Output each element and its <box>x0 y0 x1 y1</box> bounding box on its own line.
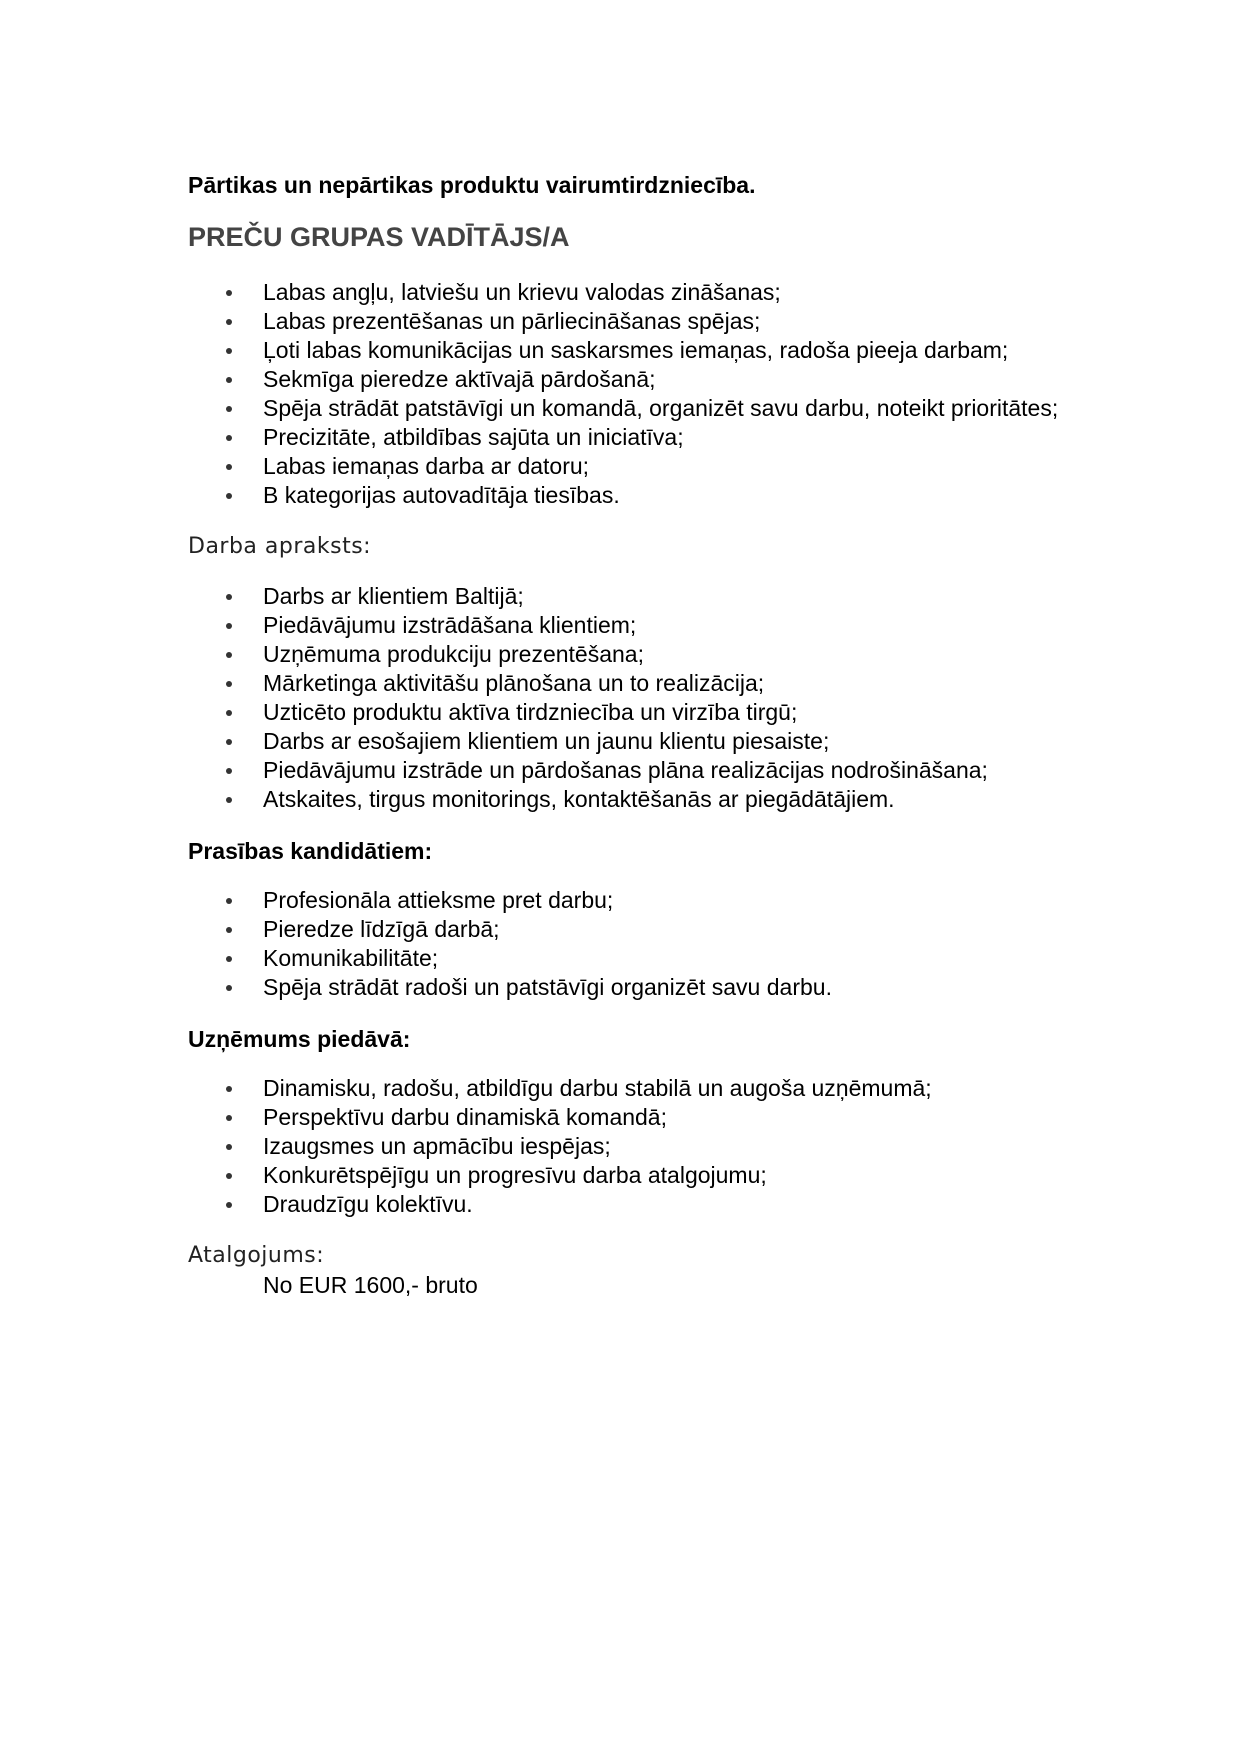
list-item: Darbs ar klientiem Baltijā; <box>188 582 1088 611</box>
list-item: Atskaites, tirgus monitorings, kontaktēšanās ar piegādātājiem. <box>188 785 1088 814</box>
intro-requirements-list <box>188 278 1088 510</box>
description-list <box>188 582 1088 814</box>
list-item: Dinamisku, radošu, atbildīgu darbu stabilā un augoša uzņēmumā; <box>188 1074 1088 1103</box>
description-label: Darba apraksts: <box>188 534 372 559</box>
list-item: Labas iemaņas darba ar datoru; <box>188 452 1088 481</box>
list-item: Draudzīgu kolektīvu. <box>188 1190 1088 1219</box>
list-item: Labas angļu, latviešu un krievu valodas zināšanas; <box>188 278 1088 307</box>
list-item: Piedāvājumu izstrāde un pārdošanas plāna realizācijas nodrošināšana; <box>188 756 1088 785</box>
list-item: Spēja strādāt patstāvīgi un komandā, organizēt savu darbu, noteikt prioritātes; <box>188 394 1088 423</box>
salary-label: Atalgojums: <box>188 1243 325 1268</box>
list-item: Komunikabilitāte; <box>188 944 1088 973</box>
list-item: Mārketinga aktivitāšu plānošana un to realizācija; <box>188 669 1088 698</box>
salary-value: No EUR 1600,- bruto <box>263 1272 478 1298</box>
company-description: Pārtikas un nepārtikas produktu vairumtirdzniecība. <box>188 172 756 198</box>
list-item: Uzticēto produktu aktīva tirdzniecība un virzība tirgū; <box>188 698 1088 727</box>
candidate-requirements-list <box>188 886 1088 1002</box>
list-item: B kategorijas autovadītāja tiesības. <box>188 481 1088 510</box>
document-page <box>188 170 1088 1300</box>
list-item: Uzņēmuma produkciju prezentēšana; <box>188 640 1088 669</box>
list-item: Profesionāla attieksme pret darbu; <box>188 886 1088 915</box>
list-item: Labas prezentēšanas un pārliecināšanas spējas; <box>188 307 1088 336</box>
job-title: PREČU GRUPAS VADĪTĀJS/A <box>188 222 570 252</box>
list-item: Konkurētspējīgu un progresīvu darba atalgojumu; <box>188 1161 1088 1190</box>
list-item: Sekmīga pieredze aktīvajā pārdošanā; <box>188 365 1088 394</box>
list-item: Ļoti labas komunikācijas un saskarsmes iemaņas, radoša pieeja darbam; <box>188 336 1088 365</box>
list-item: Perspektīvu darbu dinamiskā komandā; <box>188 1103 1088 1132</box>
list-item: Darbs ar esošajiem klientiem un jaunu klientu piesaiste; <box>188 727 1088 756</box>
offer-heading: Uzņēmums piedāvā: <box>188 1026 411 1052</box>
offer-list <box>188 1074 1088 1219</box>
list-item: Precizitāte, atbildības sajūta un iniciatīva; <box>188 423 1088 452</box>
list-item: Pieredze līdzīgā darbā; <box>188 915 1088 944</box>
list-item: Piedāvājumu izstrādāšana klientiem; <box>188 611 1088 640</box>
list-item: Spēja strādāt radoši un patstāvīgi organizēt savu darbu. <box>188 973 1088 1002</box>
candidate-requirements-heading: Prasības kandidātiem: <box>188 838 433 864</box>
list-item: Izaugsmes un apmācību iespējas; <box>188 1132 1088 1161</box>
